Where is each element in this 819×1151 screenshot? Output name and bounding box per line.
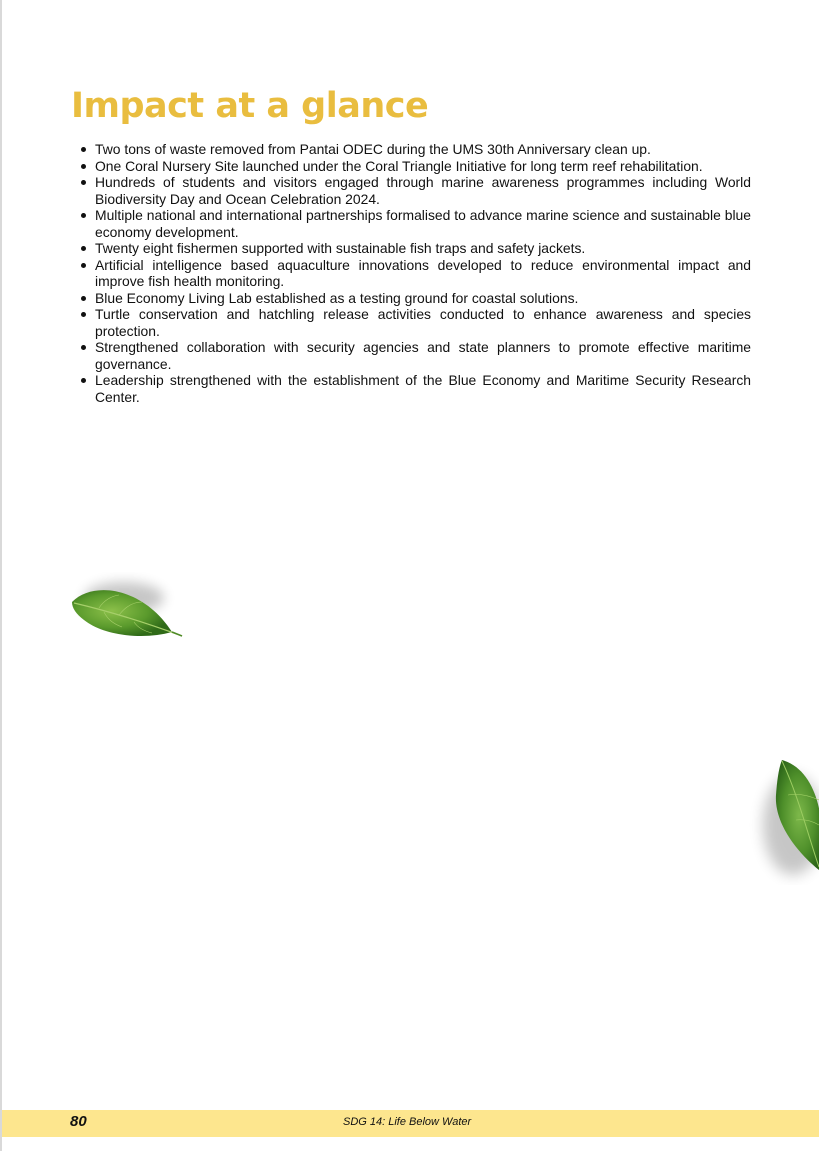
page-edge xyxy=(0,0,2,1151)
list-item: Strengthened collaboration with security agencies and state planners to promote effective maritime governance. xyxy=(95,339,751,372)
leaf-icon xyxy=(64,570,189,650)
list-item: Multiple national and international partnerships formalised to advance marine science and sustainable blue economy development. xyxy=(95,207,751,240)
list-item: Two tons of waste removed from Pantai ODEC during the UMS 30th Anniversary clean up. xyxy=(95,141,751,158)
list-item: Blue Economy Living Lab established as a testing ground for coastal solutions. xyxy=(95,290,751,307)
list-item: Twenty eight fishermen supported with sustainable fish traps and safety jackets. xyxy=(95,240,751,257)
list-item: Artificial intelligence based aquaculture innovations developed to reduce environmental impact and improve fish health monitoring. xyxy=(95,256,751,289)
list-item: Turtle conservation and hatchling release activities conducted to enhance awareness and species protection. xyxy=(95,306,751,339)
page-number: 80 xyxy=(70,1113,87,1130)
list-item: One Coral Nursery Site launched under the Coral Triangle Initiative for long term reef rehabilitation. xyxy=(95,158,751,175)
page-title: Impact at a glance xyxy=(71,86,429,126)
list-item: Leadership strengthened with the establishment of the Blue Economy and Maritime Security Research Center. xyxy=(95,372,751,405)
footer-section-title: SDG 14: Life Below Water xyxy=(343,1116,472,1128)
list-item: Hundreds of students and visitors engaged through marine awareness programmes including World Biodiversity Day and Ocean Celebration 2024. xyxy=(95,174,751,207)
impact-list xyxy=(95,141,751,405)
leaf-icon xyxy=(748,745,819,885)
